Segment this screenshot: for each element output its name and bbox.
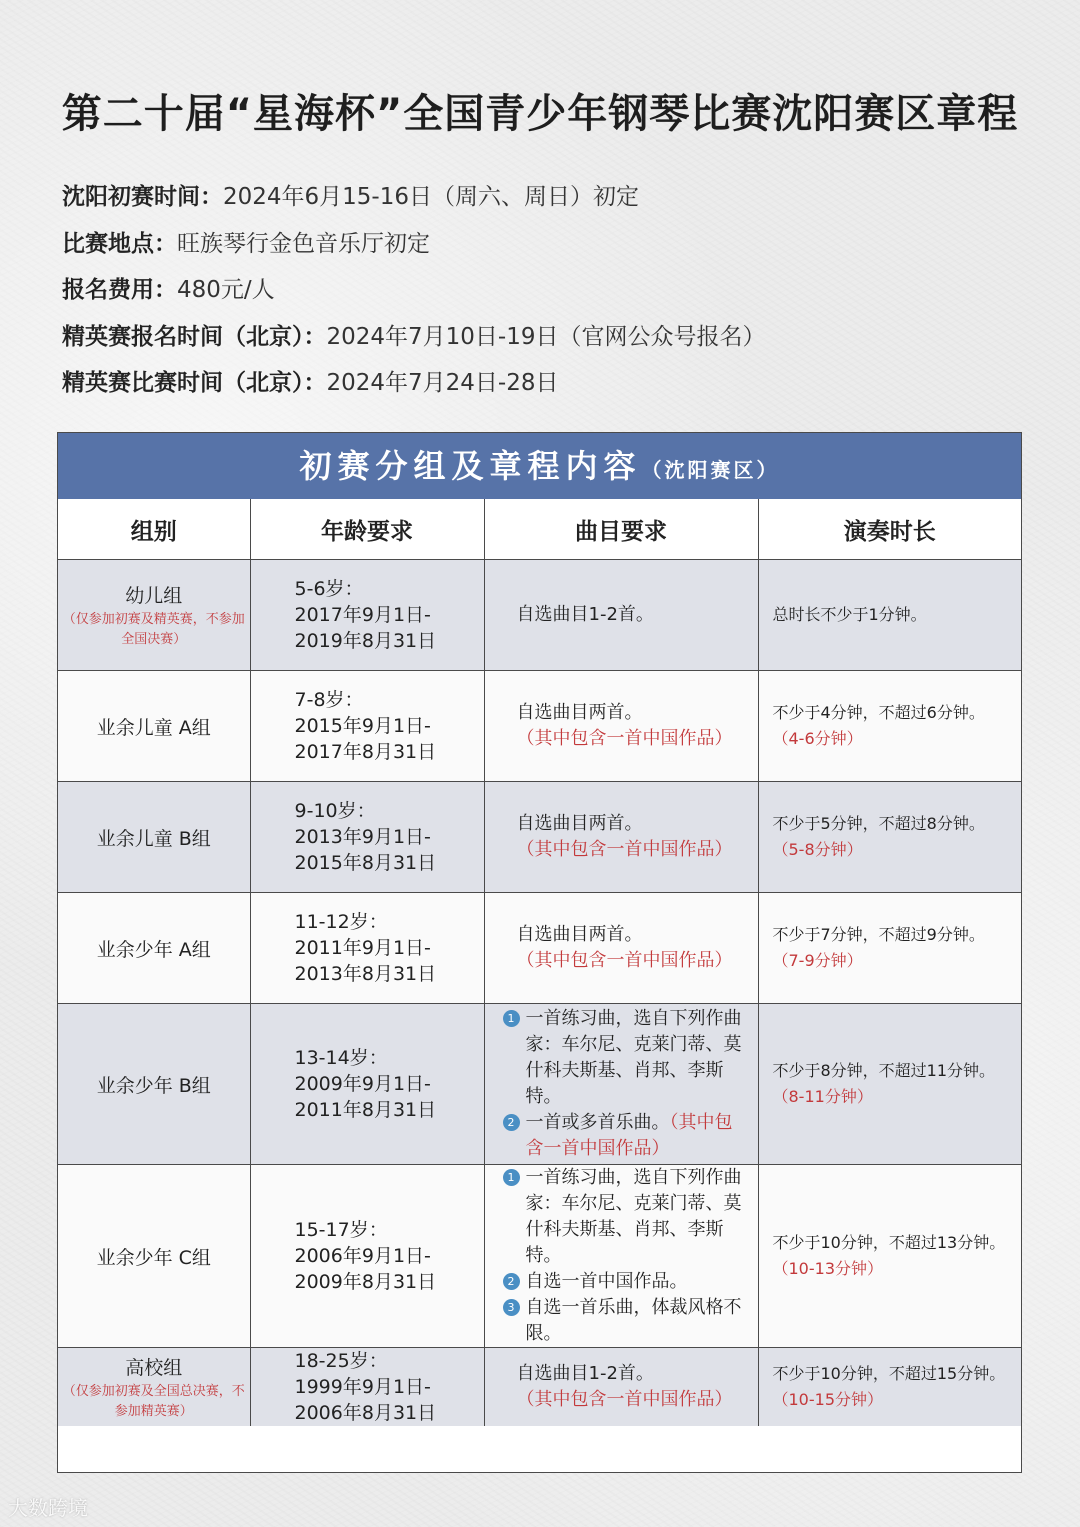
duration-text: 不少于10分钟，不超过15分钟。 <box>772 1364 1006 1383</box>
piece-item-text: 一首练习曲，选自下列作曲家：车尔尼、克莱门蒂、莫什科夫斯基、肖邦、李斯特。 <box>525 1008 742 1107</box>
piece-cell <box>484 671 758 782</box>
piece-text: 自选曲目1-2首。 <box>516 1363 654 1384</box>
birth-start: 2013年9月1日- <box>294 826 431 848</box>
piece-item <box>503 1006 744 1110</box>
piece-item-text: 自选一首中国作品。 <box>525 1271 688 1292</box>
piece-item <box>503 1295 744 1347</box>
number-badge-icon: 2 <box>503 1114 520 1131</box>
birth-start: 2009年9月1日- <box>294 1073 431 1095</box>
birth-end: 2015年8月31日 <box>294 852 437 874</box>
piece-text: 自选曲目两首。 <box>516 702 643 723</box>
info-value: 2024年7月10日-19日（官网公众号报名） <box>326 323 766 350</box>
piece-note: （其中包含一首中国作品） <box>516 728 733 749</box>
birth-start: 2011年9月1日- <box>294 937 431 959</box>
group-cell <box>58 1004 250 1165</box>
table-row <box>58 1165 1021 1348</box>
info-value: 2024年6月15-16日（周六、周日）初定 <box>223 184 639 210</box>
group-name: 幼儿组 <box>125 584 183 607</box>
piece-item-note: （其中包含一首中国作品） <box>525 1112 733 1159</box>
piece-cell <box>484 1004 758 1165</box>
age-range: 13-14岁： <box>294 1047 388 1069</box>
duration-text: 总时长不少于1分钟。 <box>772 605 927 624</box>
header-age: 年龄要求 <box>250 499 484 560</box>
duration-note: （4-6分钟） <box>772 729 863 748</box>
birth-end: 2006年8月31日 <box>294 1402 437 1424</box>
group-cell <box>58 560 250 671</box>
duration-cell <box>758 1004 1021 1165</box>
group-cell <box>58 671 250 782</box>
duration-cell <box>758 1348 1021 1427</box>
piece-cell <box>484 893 758 1004</box>
birth-start: 1999年9月1日- <box>294 1376 431 1398</box>
info-key: 精英赛报名时间（北京）： <box>62 323 327 350</box>
table-row <box>58 1004 1021 1165</box>
piece-item-text: 一首或多首乐曲。 <box>525 1112 670 1133</box>
piece-text: 自选曲目1-2首。 <box>516 604 654 625</box>
piece-cell <box>484 1165 758 1348</box>
info-key: 报名费用： <box>62 277 177 303</box>
age-range: 18-25岁： <box>294 1350 388 1372</box>
duration-note: （10-13分钟） <box>772 1259 883 1278</box>
duration-cell <box>758 893 1021 1004</box>
info-value: 2024年7月24日-28日 <box>326 370 559 396</box>
group-cell <box>58 1348 250 1427</box>
group-cell <box>58 893 250 1004</box>
duration-note: （8-11分钟） <box>772 1087 873 1106</box>
birth-end: 2019年8月31日 <box>294 630 437 652</box>
birth-start: 2015年9月1日- <box>294 715 431 737</box>
age-range: 7-8岁： <box>294 689 364 711</box>
birth-end: 2011年8月31日 <box>294 1099 437 1121</box>
piece-text: 自选曲目两首。 <box>516 813 643 834</box>
piece-cell <box>484 560 758 671</box>
age-range: 11-12岁： <box>294 911 388 933</box>
group-name: 业余儿童 A组 <box>96 716 211 739</box>
header-group: 组别 <box>58 499 250 560</box>
group-cell <box>58 1165 250 1348</box>
table-subtitle: （沈阳赛区） <box>641 458 780 482</box>
info-key: 比赛地点： <box>62 230 177 257</box>
group-note: （仅参加初赛及精英赛，不参加全国决赛） <box>62 611 245 647</box>
group-name: 业余少年 C组 <box>96 1246 211 1269</box>
piece-cell <box>484 782 758 893</box>
duration-text: 不少于7分钟，不超过9分钟。 <box>772 925 985 944</box>
piece-item <box>503 1165 744 1269</box>
header-piece: 曲目要求 <box>484 499 758 560</box>
duration-text: 不少于10分钟，不超过13分钟。 <box>772 1233 1006 1252</box>
info-key: 精英赛比赛时间（北京）： <box>62 370 327 396</box>
rules-table <box>57 432 1022 1473</box>
header-row <box>58 499 1021 560</box>
birth-start: 2017年9月1日- <box>294 604 431 626</box>
info-line-prelim-time <box>62 176 766 223</box>
table-row <box>58 893 1021 1004</box>
table-row <box>58 671 1021 782</box>
number-badge-icon: 1 <box>503 1010 520 1027</box>
table-row <box>58 782 1021 893</box>
piece-item-text: 一首练习曲，选自下列作曲家：车尔尼、克莱门蒂、莫什科夫斯基、肖邦、李斯特。 <box>525 1167 742 1266</box>
info-list <box>62 176 766 409</box>
group-note: （仅参加初赛及全国总决赛，不参加精英赛） <box>62 1383 245 1419</box>
piece-note: （其中包含一首中国作品） <box>516 950 733 971</box>
age-cell <box>250 782 484 893</box>
age-cell <box>250 1165 484 1348</box>
watermark: 大数跨境 <box>8 1496 88 1520</box>
duration-note: （7-9分钟） <box>772 951 863 970</box>
info-line-venue <box>62 223 766 270</box>
age-range: 15-17岁： <box>294 1219 388 1241</box>
birth-end: 2009年8月31日 <box>294 1271 437 1293</box>
number-badge-icon: 2 <box>503 1273 520 1290</box>
piece-item <box>503 1269 744 1295</box>
duration-cell <box>758 671 1021 782</box>
header-duration: 演奏时长 <box>758 499 1021 560</box>
duration-note: （5-8分钟） <box>772 840 863 859</box>
table-row <box>58 560 1021 671</box>
page-title: 第二十届“星海杯”全国青少年钢琴比赛沈阳赛区章程 <box>61 91 1019 137</box>
piece-item-text: 自选一首乐曲，体裁风格不限。 <box>525 1297 742 1344</box>
table-title: 初赛分组及章程内容 <box>299 447 642 485</box>
piece-text: 自选曲目两首。 <box>516 924 643 945</box>
age-range: 9-10岁： <box>294 800 376 822</box>
duration-text: 不少于8分钟，不超过11分钟。 <box>772 1061 996 1080</box>
info-value: 旺族琴行金色音乐厅初定 <box>177 230 430 257</box>
duration-note: （10-15分钟） <box>772 1390 883 1409</box>
piece-cell <box>484 1348 758 1427</box>
info-line-elite-competition <box>62 362 766 409</box>
group-cell <box>58 782 250 893</box>
table-title-bar <box>58 433 1021 499</box>
info-line-fee <box>62 269 766 316</box>
birth-start: 2006年9月1日- <box>294 1245 431 1267</box>
duration-text: 不少于5分钟，不超过8分钟。 <box>772 814 985 833</box>
info-key: 沈阳初赛时间： <box>62 184 223 210</box>
piece-note: （其中包含一首中国作品） <box>516 839 733 860</box>
info-line-elite-registration <box>62 316 766 363</box>
group-name: 业余儿童 B组 <box>96 827 211 850</box>
group-name: 业余少年 A组 <box>96 938 211 961</box>
duration-cell <box>758 782 1021 893</box>
duration-cell <box>758 560 1021 671</box>
age-cell <box>250 893 484 1004</box>
birth-end: 2017年8月31日 <box>294 741 437 763</box>
duration-text: 不少于4分钟，不超过6分钟。 <box>772 703 985 722</box>
piece-item <box>503 1110 744 1162</box>
table-row <box>58 1348 1021 1427</box>
age-cell <box>250 1004 484 1165</box>
number-badge-icon: 1 <box>503 1169 520 1186</box>
number-badge-icon: 3 <box>503 1299 520 1316</box>
age-cell <box>250 1348 484 1427</box>
info-value: 480元/人 <box>177 277 275 303</box>
age-cell <box>250 671 484 782</box>
age-range: 5-6岁： <box>294 578 364 600</box>
piece-note: （其中包含一首中国作品） <box>516 1389 733 1410</box>
group-name: 业余少年 B组 <box>96 1074 211 1097</box>
birth-end: 2013年8月31日 <box>294 963 437 985</box>
group-name: 高校组 <box>125 1356 183 1379</box>
rules-grid <box>58 499 1021 1426</box>
duration-cell <box>758 1165 1021 1348</box>
age-cell <box>250 560 484 671</box>
